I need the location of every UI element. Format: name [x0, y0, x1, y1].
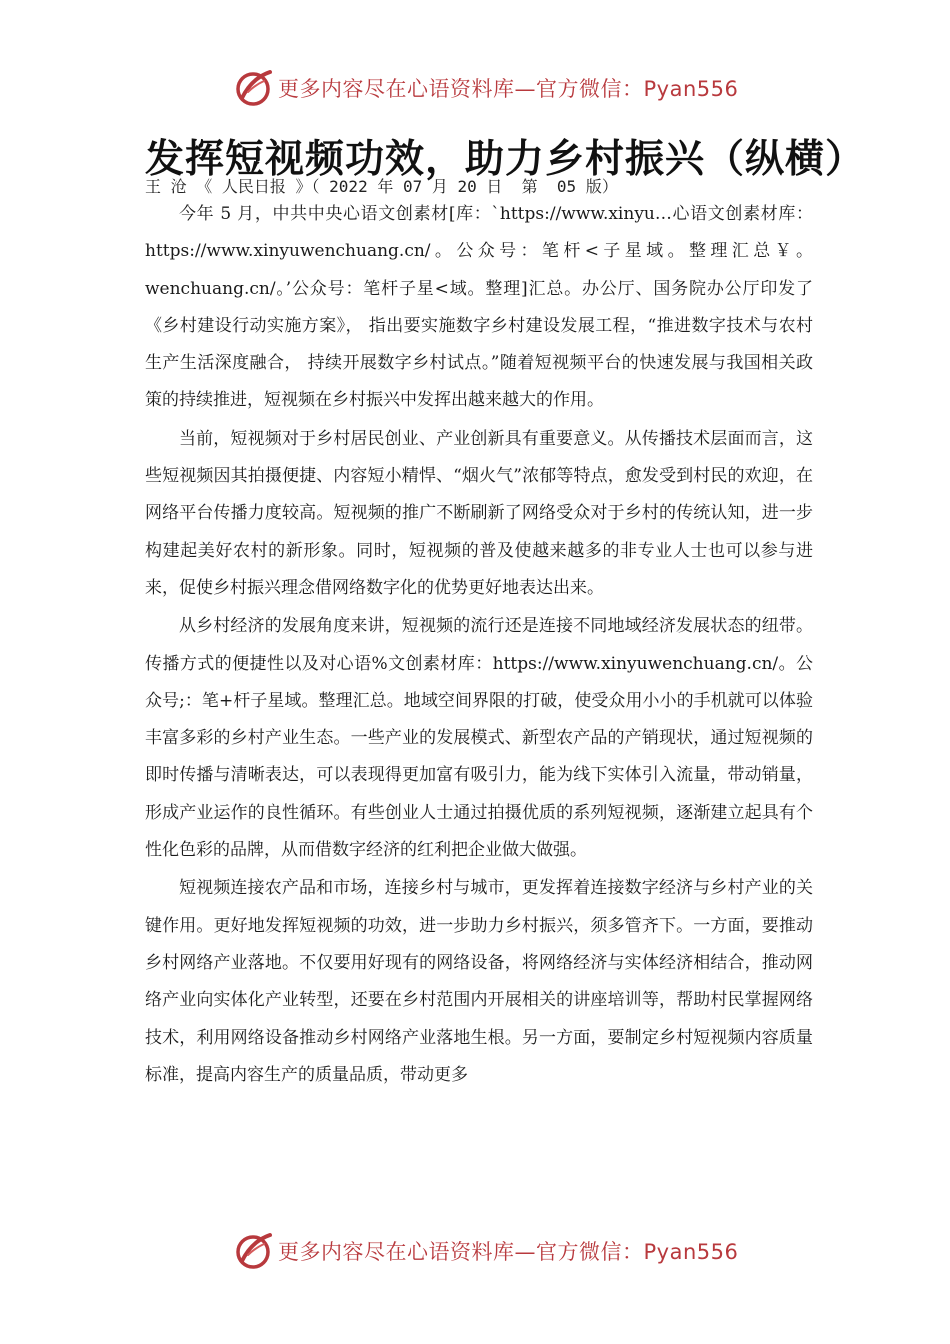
header-watermark-banner [0, 64, 950, 114]
banner-text: 更多内容尽在心语资料库—官方微信：Pyan556 [278, 77, 739, 101]
brush-logo-icon [234, 68, 274, 108]
brush-logo-icon [234, 1231, 274, 1271]
article-title: 发挥短视频功效，助力乡村振兴（纵横） [145, 137, 866, 182]
paragraph: 今年 5 月，中共中央心语文创素材[库：`https://www.xinyu…心语文创素材库：https://www.xinyuwenchuang.cn/。公众号：笔杆<子星域。整理汇总￥。wenchuang.cn/。’公众号：笔杆子星<域。整理]汇总。办公厅、国务院办公厅印发了《乡村建设行动实施方案》， 指出要实施数字乡村建设发展工程，“推进数字技术与农村生产生活深度融合， 持续开展数字乡村试点。”随着短视频平台的快速发展与我国相关政策的持续推进，短视频在乡村振兴中发挥出越来越大的作用。 [145, 204, 813, 411]
article-body [145, 196, 813, 1095]
paragraph: 短视频连接农产品和市场，连接乡村与城市，更发挥着连接数字经济与乡村产业的关键作用。更好地发挥短视频的功效，进一步助力乡村振兴，须多管齐下。一方面，要推动乡村网络产业落地。不仅要用好现有的网络设备，将网络经济与实体经济相结合，推动网络产业向实体化产业转型，还要在乡村范围内开展相关的讲座培训等，帮助村民掌握网络技术，利用网络设备推动乡村网络产业落地生根。另一方面，要制定乡村短视频内容质量标准，提高内容生产的质量品质，带动更多 [145, 878, 813, 1085]
article-byline: 王 沧 《 人民日报 》（ 2022 年 07 月 20 日 第 05 版） [145, 177, 618, 196]
paragraph: 从乡村经济的发展角度来讲，短视频的流行还是连接不同地域经济发展状态的纽带。传播方式的便捷性以及对心语%文创素材库：https://www.xinyuwenchuang.cn/。公众号;：笔+杆子星域。整理汇总。地域空间界限的打破，使受众用小小的手机就可以体验丰富多彩的乡村产业生态。一些产业的发展模式、新型农产品的产销现状，通过短视频的即时传播与清晰表达，可以表现得更加富有吸引力，能为线下实体引入流量，带动销量，形成产业运作的良性循环。有些创业人士通过拍摄优质的系列短视频，逐渐建立起具有个性化色彩的品牌，从而借数字经济的红利把企业做大做强。 [145, 616, 813, 861]
footer-watermark-banner [0, 1227, 950, 1277]
banner-text: 更多内容尽在心语资料库—官方微信：Pyan556 [278, 1240, 739, 1264]
paragraph: 当前，短视频对于乡村居民创业、产业创新具有重要意义。从传播技术层面而言，这些短视频因其拍摄便捷、内容短小精悍、“烟火气”浓郁等特点，愈发受到村民的欢迎，在网络平台传播力度较高。短视频的推广不断刷新了网络受众对于乡村的传统认知，进一步构建起美好农村的新形象。同时，短视频的普及使越来越多的非专业人士也可以参与进来，促使乡村振兴理念借网络数字化的优势更好地表达出来。 [145, 428, 813, 598]
